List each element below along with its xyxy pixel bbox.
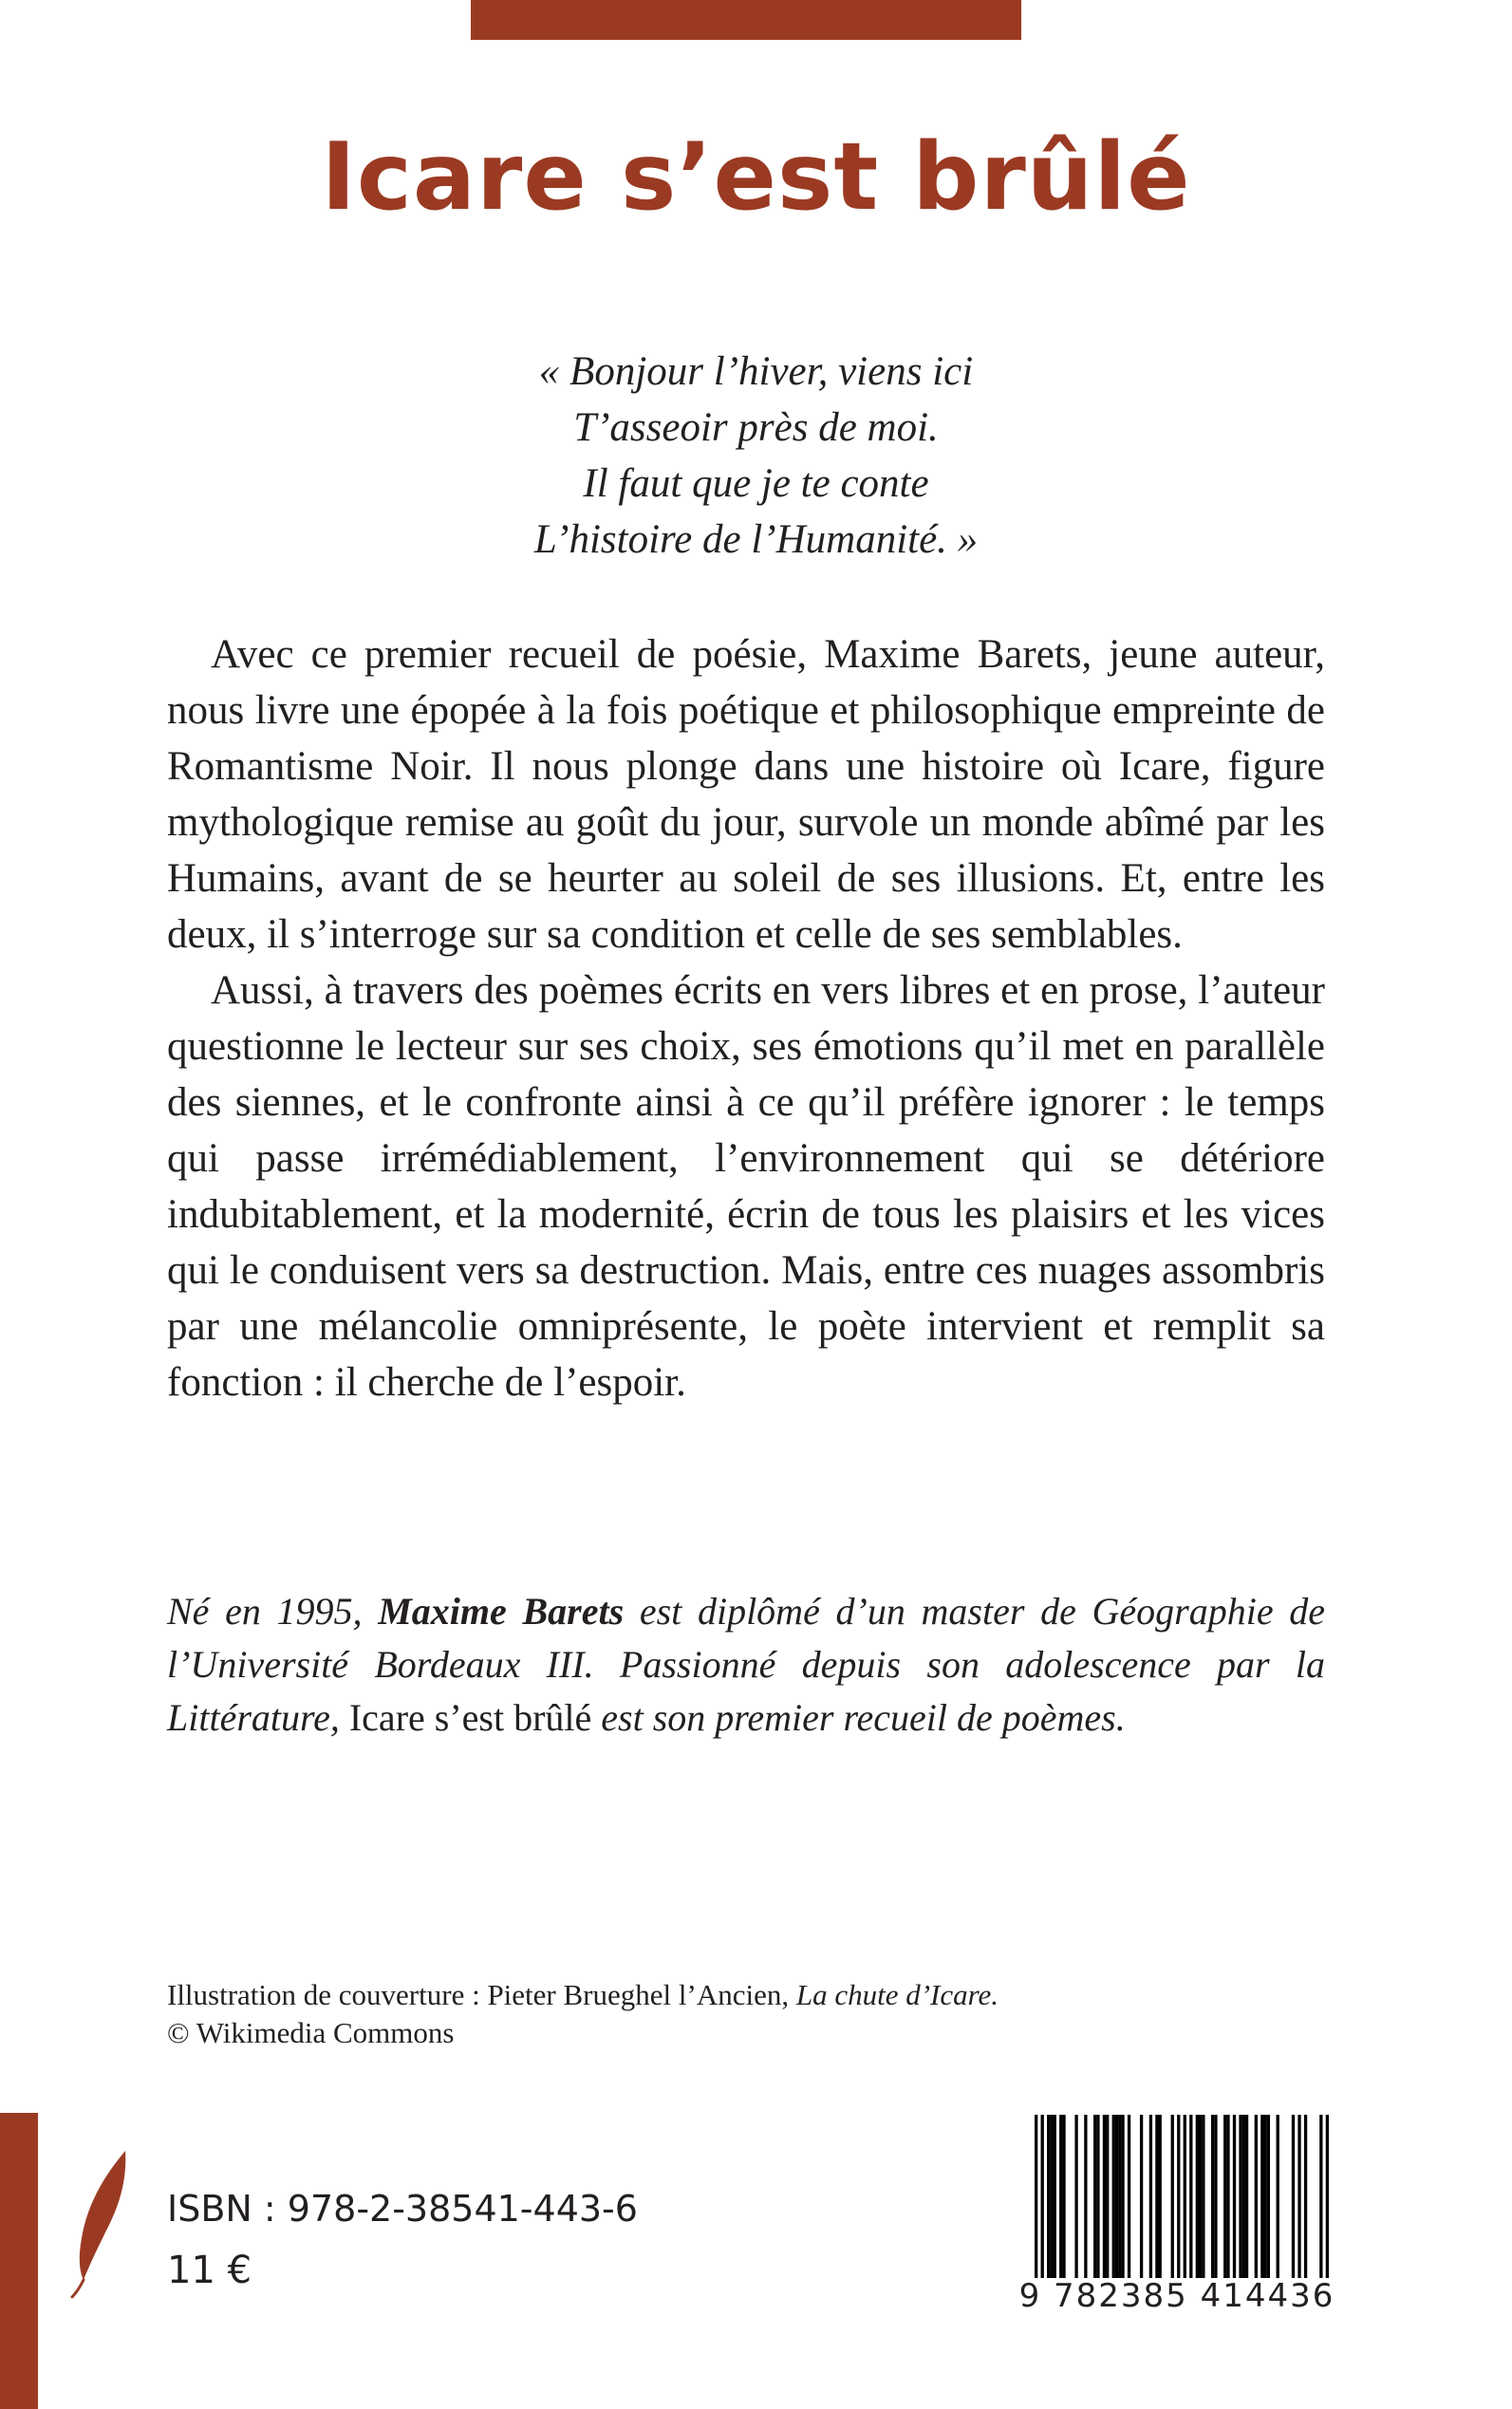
author-name: Maxime Barets bbox=[378, 1590, 625, 1633]
barcode-bar bbox=[1260, 2115, 1263, 2278]
bio-end: est son premier recueil de poèmes. bbox=[591, 1696, 1126, 1739]
barcode bbox=[1016, 2115, 1338, 2314]
book-title: Icare s’est brûlé bbox=[321, 123, 1191, 232]
barcode-bar bbox=[1202, 2115, 1204, 2278]
barcode-bar bbox=[1062, 2115, 1065, 2278]
barcode-bar bbox=[1084, 2115, 1087, 2278]
bio-intro: Né en 1995, bbox=[167, 1590, 379, 1633]
barcode-bar bbox=[1140, 2115, 1143, 2278]
barcode-bar bbox=[1263, 2115, 1266, 2278]
barcode-bar bbox=[1319, 2115, 1322, 2278]
illustration-credits bbox=[167, 1976, 1116, 2052]
quill-icon bbox=[66, 2147, 142, 2299]
barcode-bar bbox=[1054, 2115, 1056, 2278]
barcode-bar bbox=[1245, 2115, 1248, 2278]
barcode-bar bbox=[1297, 2115, 1300, 2278]
summary-paragraph: Avec ce premier recueil de poésie, Maxime Barets, jeune auteur, nous livre une épopée à la fois poétique et philosophique empreinte de Romantisme Noir. Il nous plonge dans une histoire où Icare, figure mythologique remise au goût du jour, survole un monde abîmé par les Humains, avant de se heurter au soleil de ses illusions. Et, entre les deux, il s’interroge sur sa condition et celle de ses semblables. bbox=[167, 632, 1325, 957]
barcode-bar bbox=[1059, 2115, 1062, 2278]
author-bio bbox=[167, 1585, 1325, 1745]
barcode-bar bbox=[1149, 2115, 1152, 2278]
poem-verse: « Bonjour l’hiver, viens ici bbox=[538, 349, 974, 394]
copyright-line: © Wikimedia Commons bbox=[167, 2016, 455, 2049]
barcode-bar bbox=[1159, 2115, 1162, 2278]
poem-verse: L’histoire de l’Humanité. » bbox=[533, 517, 979, 562]
barcode-bar bbox=[1226, 2115, 1229, 2278]
barcode-bar bbox=[1121, 2115, 1124, 2278]
barcode-bar bbox=[1233, 2115, 1236, 2278]
barcode-bar bbox=[1292, 2115, 1295, 2278]
barcode-bar bbox=[1128, 2115, 1130, 2278]
credit-line bbox=[167, 1976, 1116, 2014]
left-accent-bar bbox=[0, 2113, 38, 2409]
barcode-bar bbox=[1103, 2115, 1106, 2278]
barcode-bar bbox=[1214, 2115, 1217, 2278]
barcode-bar bbox=[1223, 2115, 1226, 2278]
epigraph-poem bbox=[0, 344, 1512, 568]
barcode-bar bbox=[1267, 2115, 1270, 2278]
barcode-bar bbox=[1074, 2115, 1077, 2278]
price-label: 11 € bbox=[167, 2249, 252, 2292]
credit-artwork: La chute d’Icare. bbox=[795, 1978, 999, 2011]
barcode-bar bbox=[1093, 2115, 1096, 2278]
bio-middle: est diplômé d’un master de Géographie de l’Université Bordeaux III. Passionné depuis son adolescence par la Littérature, bbox=[167, 1590, 1326, 1739]
barcode-bar bbox=[1035, 2115, 1037, 2278]
barcode-bar bbox=[1196, 2115, 1199, 2278]
book-summary bbox=[167, 626, 1325, 1410]
top-accent-bar bbox=[471, 0, 1021, 40]
barcode-bar bbox=[1050, 2115, 1053, 2278]
barcode-bar bbox=[1304, 2115, 1307, 2278]
barcode-bar bbox=[1155, 2115, 1158, 2278]
barcode-bar bbox=[1211, 2115, 1214, 2278]
barcode-bar bbox=[1277, 2115, 1279, 2278]
barcode-bar bbox=[1242, 2115, 1245, 2278]
barcode-bar bbox=[1199, 2115, 1202, 2278]
barcode-bar bbox=[1096, 2115, 1099, 2278]
barcode-bar bbox=[1239, 2115, 1241, 2278]
barcode-icon bbox=[1035, 2115, 1329, 2278]
barcode-bar bbox=[1118, 2115, 1121, 2278]
summary-paragraph: Aussi, à travers des poèmes écrits en vers libres et en prose, l’auteur questionne le lecteur sur ses choix, ses émotions qu’il met en parallèle des siennes, et le confronte ainsi à ce qu’il préfère ignorer : le temps qui passe irrémédiablement, l’environnement qui se détériore indubitablement, et la modernité, écrin de tous les plaisirs et les vices qui le conduisent vers sa destruction. Mais, entre ces nuages assombris par une mélancolie omniprésente, le poète intervient et remplit sa fonction : il cherche de l’espoir. bbox=[167, 968, 1325, 1405]
barcode-bar bbox=[1047, 2115, 1050, 2278]
barcode-bar bbox=[1255, 2115, 1258, 2278]
barcode-bar bbox=[1177, 2115, 1180, 2278]
barcode-bar bbox=[1041, 2115, 1044, 2278]
barcode-bar bbox=[1184, 2115, 1186, 2278]
barcode-bar bbox=[1189, 2115, 1192, 2278]
poem-verse: Il faut que je te conte bbox=[583, 461, 929, 506]
poem-verse: T’asseoir près de moi. bbox=[573, 405, 939, 450]
barcode-bar bbox=[1115, 2115, 1118, 2278]
barcode-bar bbox=[1112, 2115, 1115, 2278]
barcode-bar bbox=[1171, 2115, 1174, 2278]
barcode-bar bbox=[1106, 2115, 1109, 2278]
barcode-bar bbox=[1326, 2115, 1329, 2278]
isbn-label: ISBN : 978-2-38541-443-6 bbox=[167, 2188, 638, 2230]
barcode-number: 9 782385 414436 bbox=[1018, 2277, 1335, 2315]
bio-book-title: Icare s’est brûlé bbox=[348, 1696, 592, 1739]
credit-prefix: Illustration de couverture : Pieter Brueghel l’Ancien, bbox=[167, 1978, 796, 2011]
